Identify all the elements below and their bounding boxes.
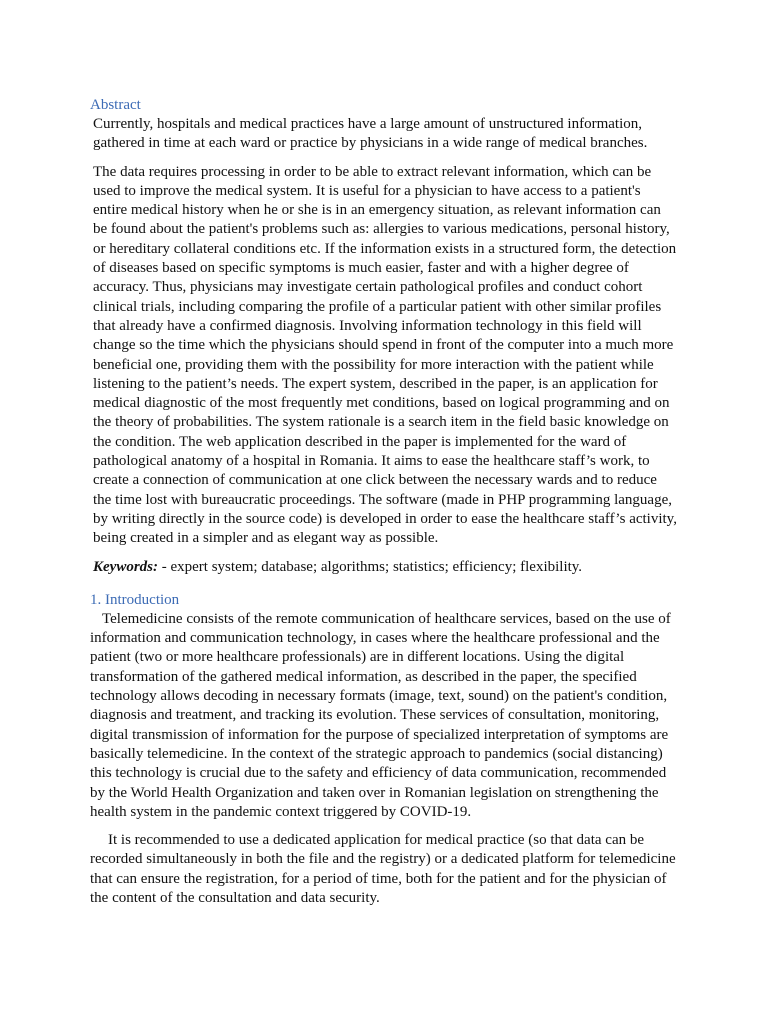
- abstract-body: [90, 115, 678, 577]
- keywords-label: Keywords:: [93, 558, 158, 575]
- introduction-paragraph-1: Telemedicine consists of the remote communication of healthcare services, based on the use of information and communication technology, in cases where the healthcare professional and the patient (two or more healthcare professionals) are in different locations. Using the digital transformation of the gathered medical information, as described in the paper, the specified technology allows decoding in necessary formats (image, text, sound) on the patient's condition, diagnosis and treatment, and tracking its evolution. These services of consultation, monitoring, digital transmission of information for the purpose of specialized interpretation of symptoms are basically telemedicine. In the context of the strategic approach to pandemics (social distancing) this technology is crucial due to the safety and efficiency of data communication, recommended by the World Health Organization and taken over in Romanian legislation on strengthening the health system in the pandemic context triggered by COVID-19.: [90, 610, 671, 820]
- introduction-heading: 1. Introduction: [90, 591, 180, 608]
- introduction-paragraph-2: It is recommended to use a dedicated application for medical practice (so that data can be recorded simultaneously in both the file and the registry) or a dedicated platform for telemedicine that can ensure the registration, for a period of time, both for the patient and for the physician of the content of the consultation and data security.: [90, 832, 676, 906]
- abstract-paragraph-1: Currently, hospitals and medical practices have a large amount of unstructured information, gathered in time at each ward or practice by physicians in a wide range of medical branches.: [93, 116, 648, 152]
- keywords-line: [93, 558, 678, 577]
- abstract-heading: Abstract: [90, 97, 141, 113]
- abstract-paragraph-2: The data requires processing in order to be able to extract relevant information, which can be used to improve the medical system. It is useful for a physician to have access to a patient's entire medical history when he or she is in an emergency situation, as relevant information can be found about the patient's problems such as: allergies to various medications, personal history, or hereditary collateral conditions etc. If the information exists in a structured form, the detection of diseases based on specific symptoms is much easier, faster and with a higher degree of accuracy. Thus, physicians may investigate certain pathological profiles and conduct cohort clinical trials, including comparing the profile of a particular patient with other similar profiles that already have a confirmed diagnosis. Involving information technology in this field will change so the time which the physicians should spend in front of the computer into a much more beneficial one, providing them with the possibility for more interaction with the patient while listening to the patient’s needs. The expert system, described in the paper, is an application for medical diagnostic of the most frequently met conditions, based on logical programming and on the theory of probabilities. The system rationale is a search item in the field basic knowledge on the condition. The web application described in the paper is implemented for the ward of pathological anatomy of a hospital in Romania. It aims to ease the healthcare staff’s work, to create a connection of communication at one click between the necessary wards and to reduce the time lost with bureaucratic proceedings. The software (made in PHP programming language, by writing directly in the source code) is developed in order to ease the healthcare staff’s activity, being created in a simpler and as elegant way as possible.: [93, 163, 677, 547]
- keywords-text: - expert system; database; algorithms; statistics; efficiency; flexibility.: [158, 558, 583, 575]
